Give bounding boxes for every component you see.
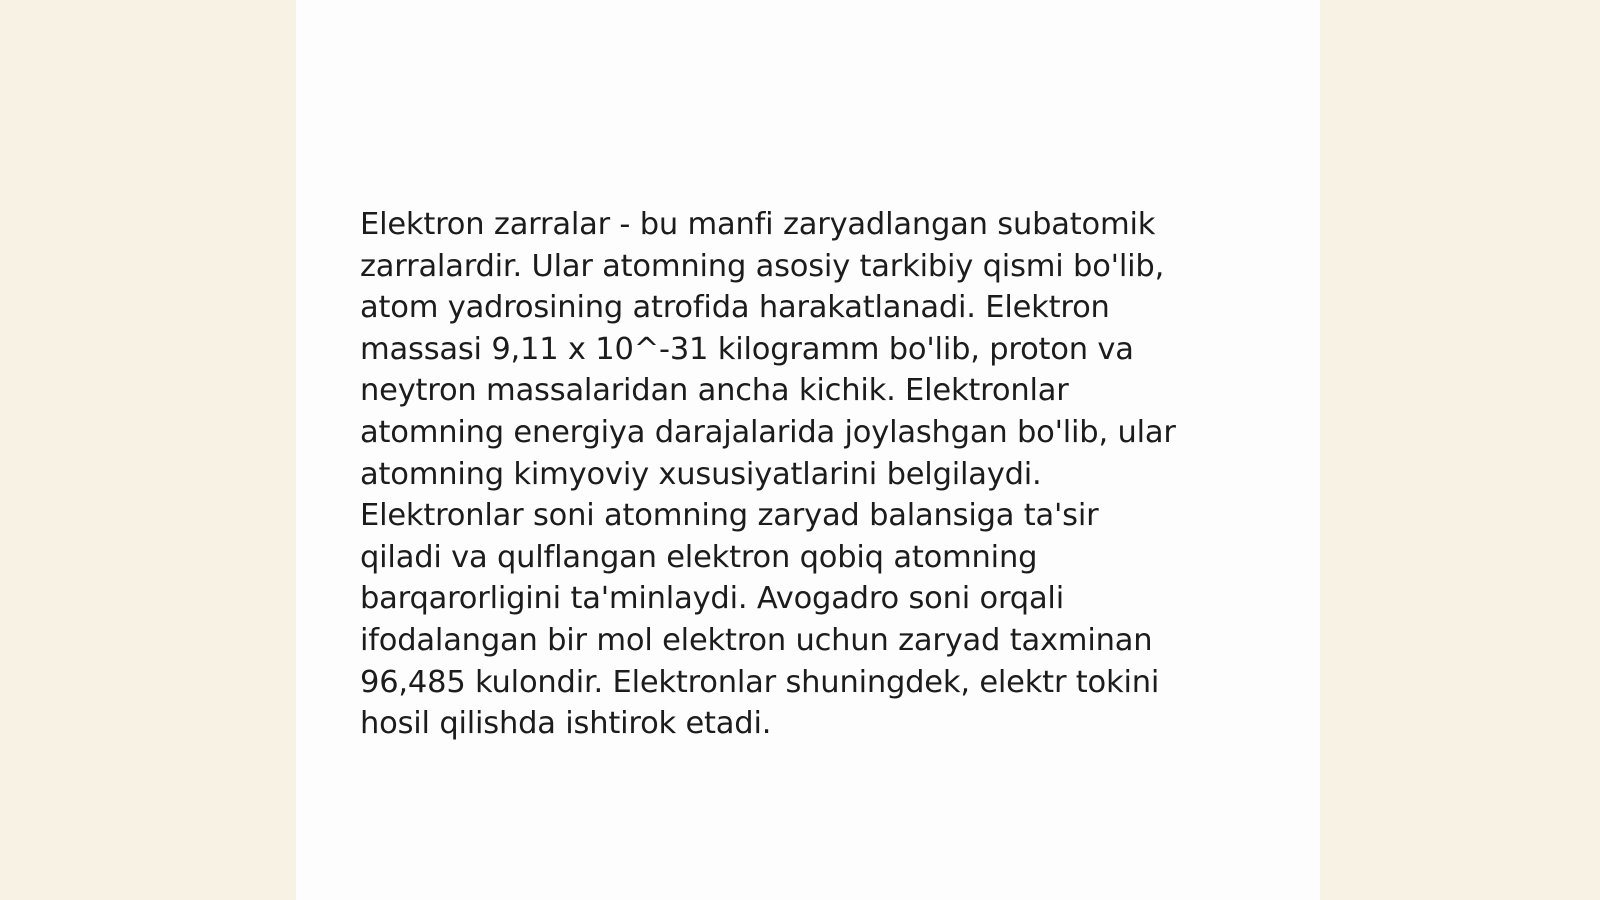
- text-line: Elektronlar soni atomning zaryad balansiga ta'sir: [360, 498, 1099, 534]
- text-line: atomning kimyoviy xususiyatlarini belgilaydi.: [360, 456, 1042, 492]
- text-line: zarralardir. Ular atomning asosiy tarkibiy qismi bo'lib,: [360, 248, 1165, 284]
- text-line: massasi 9,11 x 10^-31 kilogramm bo'lib, proton va: [360, 331, 1134, 367]
- text-line: qiladi va qulflangan elektron qobiq atomning: [360, 539, 1038, 575]
- text-line: barqarorligini ta'minlaydi. Avogadro soni orqali: [360, 581, 1064, 617]
- slide: [296, 0, 1320, 900]
- text-line: Elektron zarralar - bu manfi zaryadlangan subatomik: [360, 207, 1156, 242]
- right-margin-background: [1320, 0, 1600, 900]
- text-line: 96,485 kulondir. Elektronlar shuningdek, elektr tokini: [360, 664, 1160, 700]
- text-line: hosil qilishda ishtirok etadi.: [360, 706, 772, 742]
- text-line: atom yadrosining atrofida harakatlanadi. Elektron: [360, 290, 1110, 326]
- text-line: ifodalangan bir mol elektron uchun zaryad taxminan: [360, 622, 1153, 658]
- slide-body-text: [360, 204, 1260, 745]
- left-margin-background: [0, 0, 296, 900]
- text-line: neytron massalaridan ancha kichik. Elektronlar: [360, 373, 1069, 409]
- text-line: atomning energiya darajalarida joylashgan bo'lib, ular: [360, 414, 1176, 450]
